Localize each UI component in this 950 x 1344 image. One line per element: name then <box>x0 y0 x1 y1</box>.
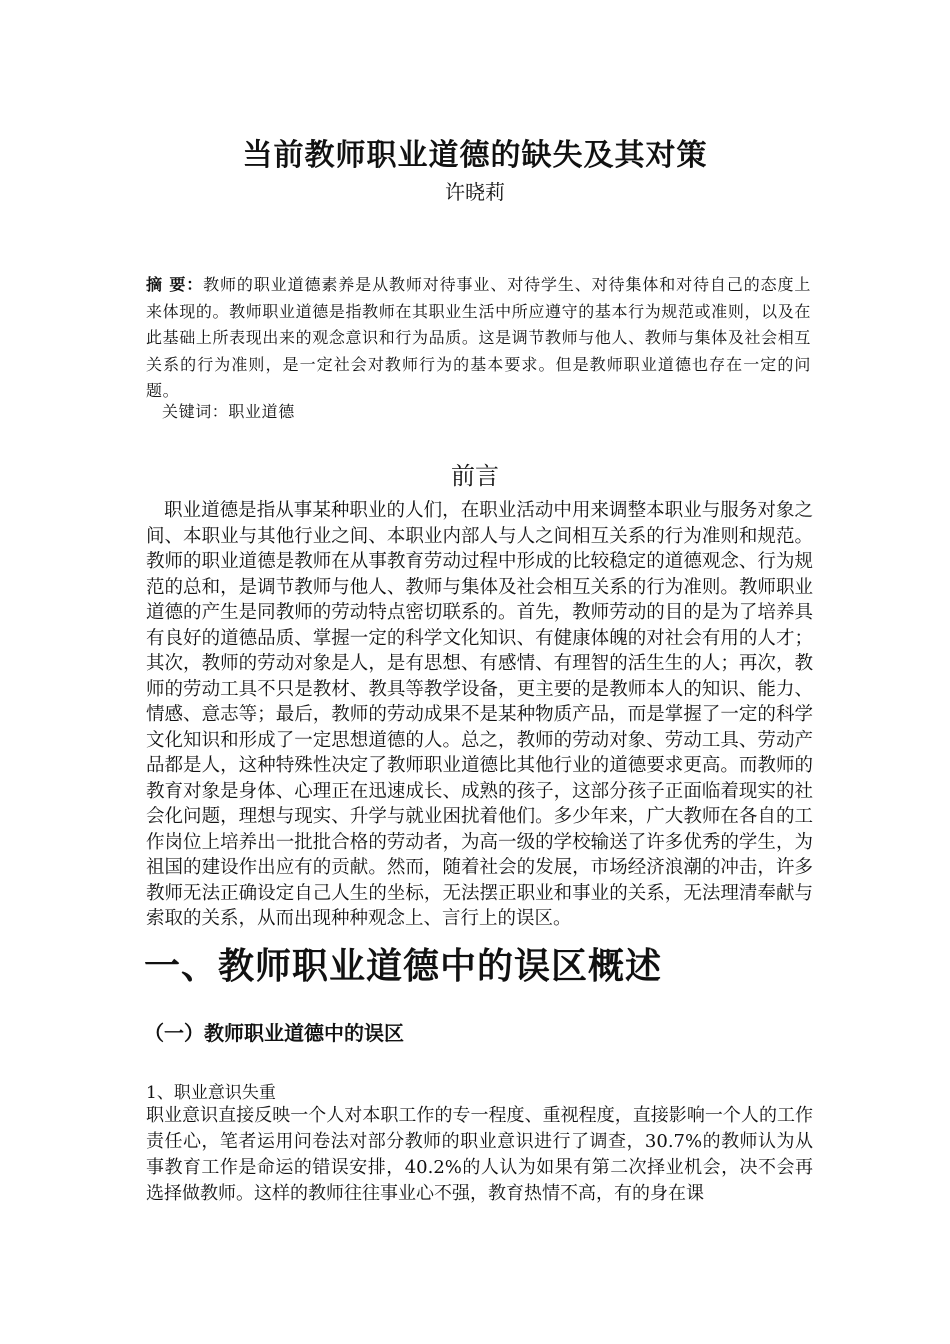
keywords <box>162 399 295 422</box>
preface-heading: 前言 <box>451 462 499 490</box>
document-title: 当前教师职业道德的缺失及其对策 <box>242 138 708 173</box>
document-author: 许晓莉 <box>445 180 505 204</box>
abstract-text: 教师的职业道德素养是从教师对待事业、对待学生、对待集体和对待自己的态度上来体现的。教师职业道德是指教师在其职业生活中所应遵守的基本行为规范或准则，以及在此基础上所表现出来的观念意识和行为品质。这是调节教师与他人、教师与集体及社会相互关系的行为准则，是一定社会对教师行为的基本要求。但是教师职业道德也存在一定的问题。 <box>146 275 811 400</box>
preface-body: 职业道德是指从事某种职业的人们，在职业活动中用来调整本职业与服务对象之间、本职业与其他行业之间、本职业内部人与人之间相互关系的行为准则和规范。教师的职业道德是教师在从事教育劳动过程中形成的比较稳定的道德观念、行为规范的总和，是调节教师与他人、教师与集体及社会相互关系的行为准则。教师职业道德的产生是同教师的劳动特点密切联系的。首先，教师劳动的目的是为了培养具有良好的道德品质、掌握一定的科学文化知识、有健康体魄的对社会有用的人才；其次，教师的劳动对象是人，是有思想、有感情、有理智的活生生的人；再次，教师的劳动工具不只是教材、教具等教学设备，更主要的是教师本人的知识、能力、情感、意志等；最后，教师的劳动成果不是某种物质产品，而是掌握了一定的科学文化知识和形成了一定思想道德的人。总之，教师的劳动对象、劳动工具、劳动产品都是人，这种特殊性决定了教师职业道德比其他行业的道德要求更高。而教师的教育对象是身体、心理正在迅速成长、成熟的孩子，这部分孩子正面临着现实的社会化问题，理想与现实、升学与就业困扰着他们。多少年来，广大教师在各自的工作岗位上培养出一批批合格的劳动者，为高一级的学校输送了许多优秀的学生，为祖国的建设作出应有的贡献。然而，随着社会的发展，市场经济浪潮的冲击，许多教师无法正确设定自己人生的坐标，无法摆正职业和事业的关系，无法理清奉献与索取的关系，从而出现种种观念上、言行上的误区。 <box>146 500 813 929</box>
section-heading: 一、教师职业道德中的误区概述 <box>144 946 663 987</box>
abstract <box>146 272 811 405</box>
abstract-label: 摘 要： <box>146 275 204 294</box>
keywords-label: 关键词： <box>162 402 229 421</box>
item-body: 职业意识直接反映一个人对本职工作的专一程度、重视程度，直接影响一个人的工作责任心，笔者运用问卷法对部分教师的职业意识进行了调查，30.7%的教师认为从事教育工作是命运的错误安排，40.2%的人认为如果有第二次择业机会，决不会再选择做教师。这样的教师往往事业心不强，教育热情不高，有的身在课 <box>146 1105 813 1204</box>
subsection-heading: （一）教师职业道德中的误区 <box>144 1021 404 1045</box>
item-heading: 1、职业意识失重 <box>146 1083 276 1103</box>
keywords-text: 职业道德 <box>228 402 295 421</box>
